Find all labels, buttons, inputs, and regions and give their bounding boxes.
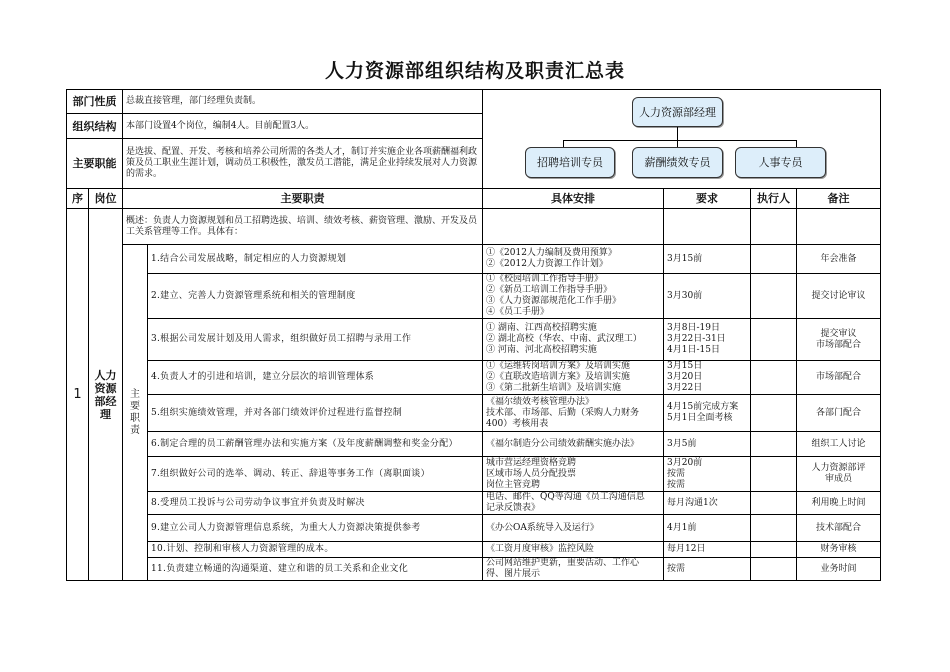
note-cell-line: 各部门配合 xyxy=(816,407,862,418)
org-box-salary: 薪酬绩效专员 xyxy=(632,147,723,178)
exec-cell xyxy=(751,274,797,319)
req-cell xyxy=(664,542,751,558)
header-seq: 序 xyxy=(67,189,89,209)
plan-cell-line: ③《第二批新生培训》及培训实施 xyxy=(486,383,622,393)
req-cell-line: 3月20前 xyxy=(667,457,703,468)
org-chart xyxy=(483,90,881,189)
header-plan: 具体安排 xyxy=(483,189,664,209)
plan-cell xyxy=(483,361,664,395)
plan-cell-line: ②《新员工培训工作指导手册》 xyxy=(486,285,613,295)
plan-cell xyxy=(483,395,664,432)
exec-cell xyxy=(751,457,797,492)
req-cell-line: 4月1前 xyxy=(667,522,697,533)
duty-text: 4.负责人才的引进和培训，建立分层次的培训管理体系 xyxy=(148,361,483,395)
note-cell-line: 市场部配合 xyxy=(816,372,862,382)
org-box-recruit: 招聘培训专员 xyxy=(525,147,615,178)
responsibility-table xyxy=(66,89,881,581)
dept-value: 总裁直接管理，部门经理负责制。 xyxy=(123,90,483,114)
note-cell xyxy=(797,432,881,457)
duty-row xyxy=(67,361,881,395)
req-cell xyxy=(664,432,751,457)
note-cell xyxy=(797,395,881,432)
req-cell-line: 3月22日-31日 xyxy=(667,334,726,344)
plan-cell-line: ① 湖南、江西高校招聘实施 xyxy=(486,323,597,333)
func-label: 主要职能 xyxy=(67,139,123,189)
note-cell-line: 审成员 xyxy=(825,474,853,484)
plan-cell-line: ②《2012人力资源工作计划》 xyxy=(486,259,608,269)
header-req: 要求 xyxy=(664,189,751,209)
req-cell-line: 按需 xyxy=(667,468,686,479)
note-cell xyxy=(797,515,881,542)
func-value: 是选拔、配置、开发、考核和培养公司所需的各类人才，制订并实施企业各项薪酬福利政策及员工职业生涯计划，调动员工积极性，激发员工潜能，满足企业持续发展对人力资源的需求。 xyxy=(123,139,483,189)
page-title: 人力资源部组织结构及职责汇总表 xyxy=(324,60,625,82)
plan-cell-line: 城市营运经理资格竞聘 xyxy=(486,457,577,468)
duty-text: 8.受理员工投诉与公司劳动争议事宜并负责及时解决 xyxy=(148,492,483,515)
note-cell xyxy=(797,319,881,361)
duty-row xyxy=(67,395,881,432)
plan-cell-line: 电话、邮件、QQ等沟通《员工沟通信息 xyxy=(486,492,645,502)
exec-cell xyxy=(751,432,797,457)
exec-cell xyxy=(751,361,797,395)
duty-text: 6.制定合理的员工薪酬管理办法和实施方案（及年度薪酬调整和奖金分配） xyxy=(148,432,483,457)
req-cell xyxy=(664,515,751,542)
note-cell xyxy=(797,558,881,581)
overview-text: 概述：负责人力资源规划和员工招聘选拔、培训、绩效考核、薪资管理、激励、开发及员工关系管理等工作。具体有： xyxy=(123,209,483,245)
exec-cell xyxy=(751,319,797,361)
plan-cell xyxy=(483,432,664,457)
overview-req xyxy=(664,209,751,245)
req-cell xyxy=(664,274,751,319)
plan-cell-line: 岗位主管竞聘 xyxy=(486,479,541,490)
plan-cell xyxy=(483,492,664,515)
duty-row xyxy=(67,492,881,515)
req-cell-line: 3月5前 xyxy=(667,438,697,449)
plan-cell-line: 《工资月度审核》监控风险 xyxy=(486,544,595,554)
note-cell xyxy=(797,492,881,515)
overview-exec xyxy=(751,209,797,245)
exec-cell xyxy=(751,245,797,274)
duty-row xyxy=(67,558,881,581)
req-cell xyxy=(664,558,751,581)
duty-row xyxy=(67,457,881,492)
header-note: 备注 xyxy=(797,189,881,209)
exec-cell xyxy=(751,395,797,432)
req-cell xyxy=(664,395,751,432)
header-position: 岗位 xyxy=(89,189,123,209)
duty-text: 2.建立、完善人力资源管理系统和相关的管理制度 xyxy=(148,274,483,319)
note-cell-line: 年会准备 xyxy=(820,253,857,264)
header-row xyxy=(67,189,881,209)
req-cell-line: 按需 xyxy=(667,479,686,490)
duty-text: 7.组织做好公司的选举、调动、转正、辞退等事务工作（离职面谈） xyxy=(148,457,483,492)
req-cell-line: 3月30前 xyxy=(667,290,703,301)
req-cell xyxy=(664,245,751,274)
exec-cell xyxy=(751,515,797,542)
duty-text: 9.建立公司人力资源管理信息系统，为重大人力资源决策提供参考 xyxy=(148,515,483,542)
header-duty: 主要职责 xyxy=(123,189,483,209)
req-cell-line: 每月沟通1次 xyxy=(667,497,718,508)
plan-cell xyxy=(483,245,664,274)
plan-cell-line: ①《校园培训工作指导手册》 xyxy=(486,274,604,284)
duty-row xyxy=(67,515,881,542)
exec-cell xyxy=(751,492,797,515)
plan-cell-line: 《福尔制造分公司绩效薪酬实施办法》 xyxy=(486,438,640,449)
plan-cell-line: ② 湖北高校（华农、中南、武汉理工） xyxy=(486,334,642,344)
plan-cell xyxy=(483,319,664,361)
duty-group-label: 主 要 职 责 xyxy=(123,245,148,581)
req-cell-line: 3月22日 xyxy=(667,383,703,393)
req-cell-line: 3月8日-19日 xyxy=(667,323,720,333)
req-cell-line: 3月15前 xyxy=(667,253,703,264)
overview-row xyxy=(67,209,881,245)
duty-text: 11.负责建立畅通的沟通渠道、建立和谐的员工关系和企业文化 xyxy=(148,558,483,581)
note-cell xyxy=(797,274,881,319)
req-cell xyxy=(664,457,751,492)
note-cell-line: 提交审议 xyxy=(820,328,857,339)
req-cell xyxy=(664,492,751,515)
req-cell-line: 每月12日 xyxy=(667,544,706,554)
exec-cell xyxy=(751,542,797,558)
overview-plan xyxy=(483,209,664,245)
plan-cell-line: ②《直联改造培训方案》及培训实施 xyxy=(486,372,631,382)
plan-cell-line: 技术部、市场部、后勤（采购人力财务 xyxy=(486,407,640,418)
req-cell-line: 4月15前完成方案 xyxy=(667,402,739,412)
plan-cell-line: 《办公OA系统导入及运行》 xyxy=(486,522,599,533)
plan-cell-line: 《福尔绩效考核管理办法》 xyxy=(486,396,595,407)
plan-cell xyxy=(483,274,664,319)
org-value: 本部门设置4个岗位，编制4人。目前配置3人。 xyxy=(123,114,483,139)
plan-cell-line: ④《员工手册》 xyxy=(486,307,550,317)
plan-cell xyxy=(483,558,664,581)
dept-label: 部门性质 xyxy=(67,90,123,114)
duty-text: 3.根据公司发展计划及用人需求，组织做好员工招聘与录用工作 xyxy=(148,319,483,361)
duty-row xyxy=(67,245,881,274)
exec-cell xyxy=(751,558,797,581)
note-cell-line: 提交讨论审议 xyxy=(811,290,866,301)
org-label: 组织结构 xyxy=(67,114,123,139)
plan-cell-line: ③ 河南、河北高校招聘实施 xyxy=(486,345,597,355)
plan-cell-line: ①《运维转岗培训方案》及培训实施 xyxy=(486,361,631,371)
plan-cell-line: 区域市场人员分配投票 xyxy=(486,468,577,479)
note-cell-line: 技术部配合 xyxy=(816,522,862,533)
duty-text: 10.计划、控制和审核人力资源管理的成本。 xyxy=(148,542,483,558)
plan-cell xyxy=(483,515,664,542)
note-cell-line: 组织工人讨论 xyxy=(811,438,866,449)
note-cell-line: 人力资源部评 xyxy=(811,463,866,473)
plan-cell xyxy=(483,542,664,558)
req-cell-line: 4月1日-15日 xyxy=(667,345,720,355)
note-cell-line: 市场部配合 xyxy=(816,339,862,350)
req-cell-line: 按需 xyxy=(667,563,686,574)
req-cell-line: 5月1日全面考核 xyxy=(667,413,733,423)
duty-text: 1.结合公司发展战略，制定相应的人力资源规划 xyxy=(148,245,483,274)
plan-cell-line: ①《2012人力编制及费用预算》 xyxy=(486,248,617,258)
req-cell xyxy=(664,361,751,395)
note-cell xyxy=(797,542,881,558)
req-cell-line: 3月15日 xyxy=(667,361,703,371)
req-cell-line: 3月20日 xyxy=(667,372,703,382)
org-box-manager: 人力资源部经理 xyxy=(632,97,723,127)
note-cell-line: 利用晚上时间 xyxy=(811,497,866,508)
duty-row xyxy=(67,319,881,361)
plan-cell xyxy=(483,457,664,492)
plan-cell-line: 公司网站维护更新，重要活动、工作心 xyxy=(486,558,640,568)
note-cell xyxy=(797,361,881,395)
org-box-hr: 人事专员 xyxy=(735,147,826,178)
note-cell-line: 财务审核 xyxy=(820,544,857,554)
note-cell-line: 业务时间 xyxy=(820,563,857,574)
note-cell xyxy=(797,245,881,274)
duty-text: 5.组织实施绩效管理，并对各部门绩效评价过程进行监督控制 xyxy=(148,395,483,432)
overview-note xyxy=(797,209,881,245)
plan-cell-line: 400）考核用表 xyxy=(486,418,549,429)
duty-row xyxy=(67,432,881,457)
duty-row xyxy=(67,274,881,319)
plan-cell-line: ③《人力资源部规范化工作手册》 xyxy=(486,296,622,306)
row-seq: 1 xyxy=(67,209,89,581)
row-position: 人力 资源 部经 理 xyxy=(89,209,123,581)
note-cell xyxy=(797,457,881,492)
duty-row xyxy=(67,542,881,558)
plan-cell-line: 记录反馈表》 xyxy=(486,503,541,513)
plan-cell-line: 得、图片展示 xyxy=(486,569,541,579)
req-cell xyxy=(664,319,751,361)
header-exec: 执行人 xyxy=(751,189,797,209)
